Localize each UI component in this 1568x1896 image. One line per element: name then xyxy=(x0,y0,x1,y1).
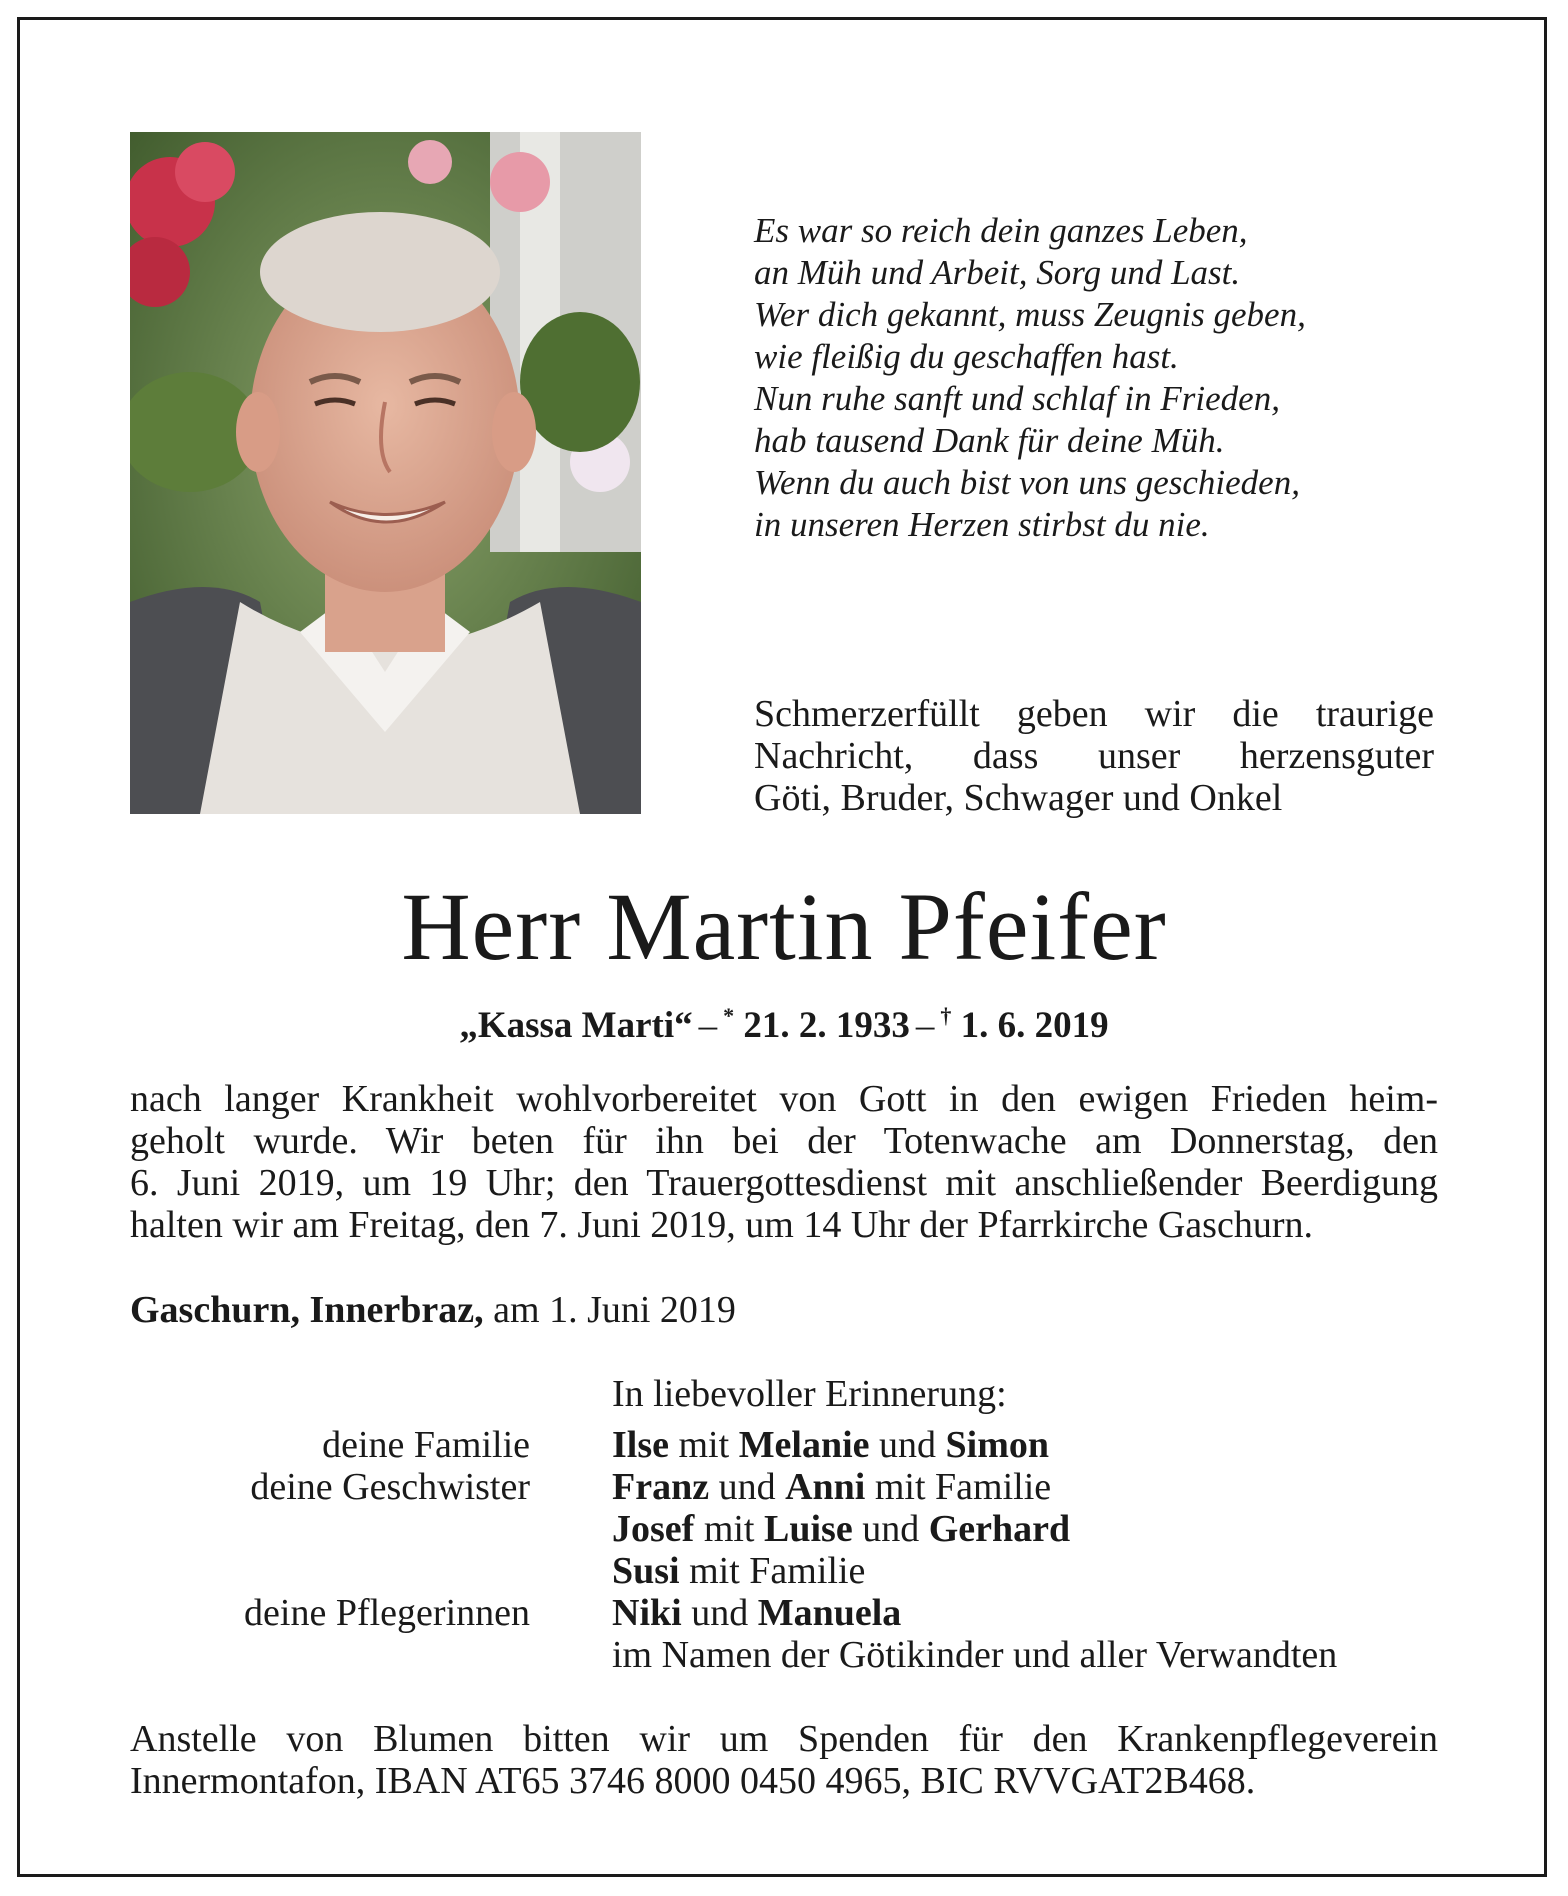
poem-line: Wer dich gekannt, muss Zeugnis geben, xyxy=(754,295,1306,334)
intro-line: Göti, Bruder, Schwager und Onkel xyxy=(754,777,1283,819)
life-dates xyxy=(0,993,1568,1049)
connector: mit xyxy=(703,1508,755,1550)
poem-line: wie fleißig du geschaffen hast. xyxy=(754,337,1179,376)
nickname: „Kassa Marti“ xyxy=(459,1005,693,1046)
donation-line: Innermontafon, IBAN AT65 3746 8000 0450 4965, BIC RVVGAT2B468. xyxy=(130,1760,1256,1802)
place-and-date xyxy=(130,1288,736,1332)
donation-line: Anstelle von Blumen bitten wir um Spenden für den Krankenpflegeverein xyxy=(130,1718,1438,1760)
connector: mit xyxy=(678,1424,730,1466)
poem-line: in unseren Herzen stirbst du nie. xyxy=(754,505,1210,544)
memorial-poem xyxy=(754,210,1434,546)
place: Gaschurn, Innerbraz, xyxy=(130,1289,484,1331)
mourner-name: Luise xyxy=(764,1508,853,1550)
birth-symbol: * xyxy=(723,1003,735,1028)
signature-row-siblings-3 xyxy=(130,1550,1460,1592)
mourner-name: Ilse xyxy=(612,1424,669,1466)
relation-names xyxy=(612,1424,1049,1466)
portrait-photo xyxy=(130,132,641,814)
mourner-name: Niki xyxy=(612,1592,682,1634)
announcement-line: 6. Juni 2019, um 19 Uhr; den Trauergottesdienst mit anschließender Beerdigung xyxy=(130,1162,1438,1204)
connector: und xyxy=(862,1508,920,1550)
relation-names xyxy=(612,1550,865,1592)
birth-date: 21. 2. 1933 xyxy=(743,1005,910,1046)
relation-label: deine Familie xyxy=(322,1424,530,1466)
donation-note xyxy=(130,1718,1438,1802)
relation-label: deine Pflegerinnen xyxy=(244,1592,530,1634)
dash: – xyxy=(698,1005,718,1046)
poem-line: Wenn du auch bist von uns geschieden, xyxy=(754,463,1300,502)
connector: und xyxy=(879,1424,937,1466)
signature-row-siblings xyxy=(130,1466,1460,1508)
poem-line: Es war so reich dein ganzes Leben, xyxy=(754,211,1248,250)
portrait-illustration xyxy=(130,132,641,814)
mourner-name: Manuela xyxy=(757,1592,902,1634)
closing-line: im Namen der Götikinder und aller Verwandten xyxy=(612,1634,1338,1676)
intro-line: Schmerzerfüllt geben wir die traurige xyxy=(754,693,1434,735)
mourner-name: Gerhard xyxy=(928,1508,1071,1550)
mourner-name: Josef xyxy=(612,1508,695,1550)
announcement-paragraph xyxy=(130,1078,1438,1246)
relation-names xyxy=(612,1466,1051,1508)
relation-label: deine Geschwister xyxy=(250,1466,530,1508)
poem-line: an Müh und Arbeit, Sorg und Last. xyxy=(754,253,1241,292)
death-date: 1. 6. 2019 xyxy=(960,1005,1109,1046)
signature-row-family xyxy=(130,1424,1460,1466)
deceased-name: Herr Martin Pfeifer xyxy=(401,873,1167,980)
relation-names xyxy=(612,1592,901,1634)
connector: mit Familie xyxy=(689,1550,866,1592)
date: am 1. Juni 2019 xyxy=(493,1289,736,1331)
signature-row-siblings-2 xyxy=(130,1508,1460,1550)
announcement-line: halten wir am Freitag, den 7. Juni 2019, um 14 Uhr der Pfarrkirche Gaschurn. xyxy=(130,1204,1313,1246)
mourner-name: Susi xyxy=(612,1550,680,1592)
announcement-line: geholt wurde. Wir beten für ihn bei der Totenwache am Donnerstag, den xyxy=(130,1120,1438,1162)
poem-line: hab tausend Dank für deine Müh. xyxy=(754,421,1225,460)
signatures-heading: In liebevoller Erinnerung: xyxy=(612,1373,1007,1415)
intro-paragraph xyxy=(754,693,1434,819)
dash: – xyxy=(915,1005,935,1046)
mourner-name: Franz xyxy=(612,1466,710,1508)
mourner-name: Simon xyxy=(945,1424,1050,1466)
death-symbol: † xyxy=(940,1003,952,1028)
connector: und xyxy=(718,1466,776,1508)
signature-row-closing xyxy=(130,1634,1460,1676)
mourner-name: Melanie xyxy=(738,1424,870,1466)
relation-names xyxy=(612,1508,1070,1550)
signature-row-carers xyxy=(130,1592,1460,1634)
connector: und xyxy=(691,1592,749,1634)
intro-line: Nachricht, dass unser herzensguter xyxy=(754,735,1434,777)
mourner-name: Anni xyxy=(785,1466,866,1508)
poem-line: Nun ruhe sanft und schlaf in Frieden, xyxy=(754,379,1280,418)
connector: mit Familie xyxy=(874,1466,1052,1508)
announcement-line: nach langer Krankheit wohlvorbereitet von Gott in den ewigen Frieden heim- xyxy=(130,1078,1438,1120)
